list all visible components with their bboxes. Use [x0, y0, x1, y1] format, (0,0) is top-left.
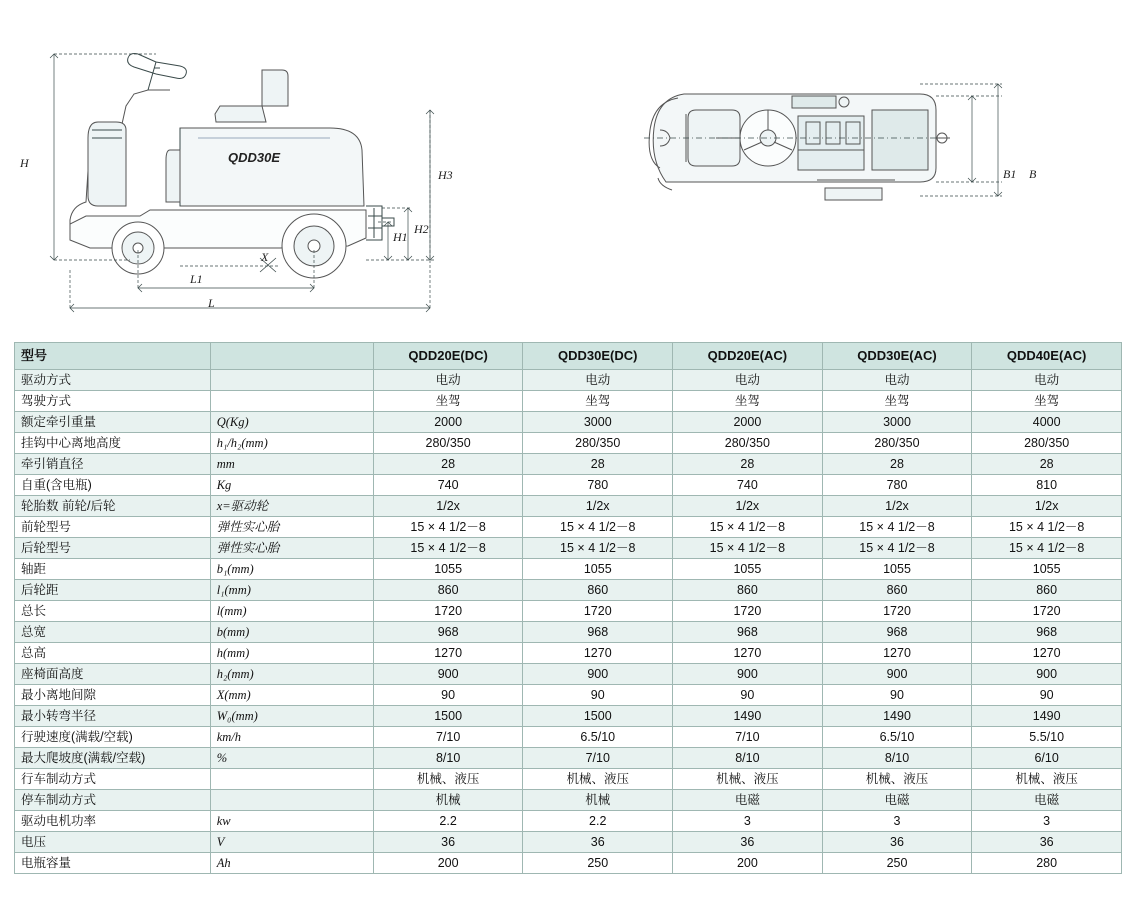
- table-row: [15, 685, 1122, 706]
- row-value: 250: [523, 853, 673, 874]
- row-value: 968: [673, 622, 823, 643]
- row-label: 行车制动方式: [15, 769, 211, 790]
- row-value: 2.2: [373, 811, 523, 832]
- row-value: 电动: [673, 370, 823, 391]
- row-value: 1490: [673, 706, 823, 727]
- row-unit: kw: [210, 811, 373, 832]
- row-value: 15 × 4 1/2－8: [523, 538, 673, 559]
- table-row: [15, 559, 1122, 580]
- row-label: 最小离地间隙: [15, 685, 211, 706]
- row-value: 280/350: [673, 433, 823, 454]
- row-label: 总长: [15, 601, 211, 622]
- row-label: 后轮距: [15, 580, 211, 601]
- header-model: 型号: [15, 343, 211, 370]
- row-value: 7/10: [673, 727, 823, 748]
- row-unit: 弹性实心胎: [210, 517, 373, 538]
- row-value: 2.2: [523, 811, 673, 832]
- row-value: 810: [972, 475, 1122, 496]
- row-label: 自重(含电瓶): [15, 475, 211, 496]
- row-value: 2000: [373, 412, 523, 433]
- row-label: 额定牵引重量: [15, 412, 211, 433]
- row-value: 860: [523, 580, 673, 601]
- row-value: 36: [523, 832, 673, 853]
- row-value: 电磁: [822, 790, 972, 811]
- row-unit: Kg: [210, 475, 373, 496]
- table-row: [15, 727, 1122, 748]
- row-value: 1055: [523, 559, 673, 580]
- row-value: 坐驾: [972, 391, 1122, 412]
- row-unit: %: [210, 748, 373, 769]
- row-value: 900: [673, 664, 823, 685]
- row-value: 电磁: [673, 790, 823, 811]
- row-value: 15 × 4 1/2－8: [822, 538, 972, 559]
- row-value: 6.5/10: [523, 727, 673, 748]
- row-value: 电磁: [972, 790, 1122, 811]
- row-label: 前轮型号: [15, 517, 211, 538]
- table-row: [15, 664, 1122, 685]
- row-label: 总宽: [15, 622, 211, 643]
- row-value: 6.5/10: [822, 727, 972, 748]
- row-value: 90: [523, 685, 673, 706]
- row-value: 1270: [373, 643, 523, 664]
- row-value: 1055: [972, 559, 1122, 580]
- row-value: 15 × 4 1/2－8: [373, 517, 523, 538]
- row-value: 机械、液压: [373, 769, 523, 790]
- row-unit: Ah: [210, 853, 373, 874]
- row-label: 最小转弯半径: [15, 706, 211, 727]
- row-value: 968: [523, 622, 673, 643]
- row-value: 1/2x: [822, 496, 972, 517]
- table-row: [15, 601, 1122, 622]
- dim-label-H: H: [20, 156, 29, 170]
- row-value: 900: [523, 664, 673, 685]
- row-value: 900: [373, 664, 523, 685]
- table-row: [15, 706, 1122, 727]
- table-row: [15, 370, 1122, 391]
- row-value: 15 × 4 1/2－8: [673, 517, 823, 538]
- row-value: 280/350: [523, 433, 673, 454]
- table-row: [15, 496, 1122, 517]
- table-row: [15, 622, 1122, 643]
- table-row: [15, 643, 1122, 664]
- row-label: 电压: [15, 832, 211, 853]
- row-value: 机械、液压: [523, 769, 673, 790]
- row-value: 968: [972, 622, 1122, 643]
- row-label: 行驶速度(满载/空载): [15, 727, 211, 748]
- row-value: 15 × 4 1/2－8: [673, 538, 823, 559]
- row-value: 机械: [373, 790, 523, 811]
- row-value: 1270: [972, 643, 1122, 664]
- row-unit: h₁/h₂(mm): [210, 433, 373, 454]
- dim-label-L1: L1: [190, 272, 203, 286]
- dim-label-X: X: [261, 250, 269, 264]
- row-value: 3: [822, 811, 972, 832]
- row-label: 轴距: [15, 559, 211, 580]
- header-col-2: QDD30E(DC): [523, 343, 673, 370]
- row-value: 1055: [373, 559, 523, 580]
- row-value: 6/10: [972, 748, 1122, 769]
- row-value: 1490: [822, 706, 972, 727]
- row-value: 1500: [373, 706, 523, 727]
- side-view-drawing: [30, 10, 450, 320]
- row-value: 28: [972, 454, 1122, 475]
- table-row: [15, 790, 1122, 811]
- row-value: 1055: [822, 559, 972, 580]
- dim-label-H1: H1: [393, 230, 408, 244]
- row-label: 最大爬坡度(满载/空载): [15, 748, 211, 769]
- row-label: 轮胎数 前轮/后轮: [15, 496, 211, 517]
- header-col-4: QDD30E(AC): [822, 343, 972, 370]
- row-value: 1720: [972, 601, 1122, 622]
- row-label: 挂钩中心离地高度: [15, 433, 211, 454]
- row-label: 停车制动方式: [15, 790, 211, 811]
- row-value: 电动: [822, 370, 972, 391]
- row-unit: Q(Kg): [210, 412, 373, 433]
- row-value: 36: [822, 832, 972, 853]
- row-value: 机械、液压: [673, 769, 823, 790]
- row-value: 4000: [972, 412, 1122, 433]
- row-value: 860: [673, 580, 823, 601]
- row-value: 1270: [673, 643, 823, 664]
- row-value: 2000: [673, 412, 823, 433]
- row-value: 90: [373, 685, 523, 706]
- header-col-1: QDD20E(DC): [373, 343, 523, 370]
- row-unit: [210, 769, 373, 790]
- row-value: 1720: [673, 601, 823, 622]
- row-value: 860: [822, 580, 972, 601]
- row-value: 8/10: [822, 748, 972, 769]
- row-value: 8/10: [373, 748, 523, 769]
- row-value: 200: [373, 853, 523, 874]
- row-value: 3: [673, 811, 823, 832]
- row-value: 3: [972, 811, 1122, 832]
- table-row: [15, 748, 1122, 769]
- row-value: 坐驾: [373, 391, 523, 412]
- row-value: 7/10: [373, 727, 523, 748]
- table-row: [15, 391, 1122, 412]
- row-label: 电瓶容量: [15, 853, 211, 874]
- table-row: [15, 832, 1122, 853]
- row-value: 1055: [673, 559, 823, 580]
- dim-label-H3: H3: [438, 168, 453, 182]
- row-value: 15 × 4 1/2－8: [822, 517, 972, 538]
- table-row: [15, 580, 1122, 601]
- row-value: 280: [972, 853, 1122, 874]
- row-value: 860: [972, 580, 1122, 601]
- row-label: 牵引销直径: [15, 454, 211, 475]
- table-row: [15, 853, 1122, 874]
- row-value: 780: [822, 475, 972, 496]
- row-unit: b(mm): [210, 622, 373, 643]
- row-unit: l₁(mm): [210, 580, 373, 601]
- table-row: [15, 412, 1122, 433]
- row-label: 总高: [15, 643, 211, 664]
- technical-drawings: [0, 0, 1135, 330]
- row-value: 8/10: [673, 748, 823, 769]
- row-value: 28: [523, 454, 673, 475]
- header-col-3: QDD20E(AC): [673, 343, 823, 370]
- row-value: 1270: [822, 643, 972, 664]
- row-value: 15 × 4 1/2－8: [972, 538, 1122, 559]
- row-value: 1/2x: [373, 496, 523, 517]
- row-value: 90: [972, 685, 1122, 706]
- row-label: 驾驶方式: [15, 391, 211, 412]
- row-value: 740: [373, 475, 523, 496]
- row-value: 1/2x: [673, 496, 823, 517]
- row-value: 968: [373, 622, 523, 643]
- row-value: 36: [373, 832, 523, 853]
- row-value: 3000: [523, 412, 673, 433]
- row-value: 28: [673, 454, 823, 475]
- row-value: 250: [822, 853, 972, 874]
- row-value: 7/10: [523, 748, 673, 769]
- row-unit: km/h: [210, 727, 373, 748]
- row-unit: [210, 370, 373, 391]
- row-value: 15 × 4 1/2－8: [373, 538, 523, 559]
- dim-label-L: L: [208, 296, 215, 310]
- table-row: [15, 811, 1122, 832]
- row-value: 780: [523, 475, 673, 496]
- row-value: 280/350: [822, 433, 972, 454]
- row-value: 200: [673, 853, 823, 874]
- row-unit: h₂(mm): [210, 664, 373, 685]
- row-unit: [210, 790, 373, 811]
- row-value: 1/2x: [972, 496, 1122, 517]
- row-label: 后轮型号: [15, 538, 211, 559]
- row-value: 坐驾: [673, 391, 823, 412]
- row-value: 机械: [523, 790, 673, 811]
- row-value: 90: [822, 685, 972, 706]
- row-unit: [210, 391, 373, 412]
- dim-label-B: B: [1029, 167, 1037, 181]
- row-value: 1490: [972, 706, 1122, 727]
- row-unit: mm: [210, 454, 373, 475]
- row-value: 15 × 4 1/2－8: [972, 517, 1122, 538]
- dim-label-H2: H2: [414, 222, 429, 236]
- table-row: [15, 454, 1122, 475]
- row-value: 3000: [822, 412, 972, 433]
- table-row: [15, 769, 1122, 790]
- row-value: 740: [673, 475, 823, 496]
- row-value: 15 × 4 1/2－8: [523, 517, 673, 538]
- row-value: 90: [673, 685, 823, 706]
- header-col-5: QDD40E(AC): [972, 343, 1122, 370]
- row-value: 36: [673, 832, 823, 853]
- row-value: 36: [972, 832, 1122, 853]
- row-value: 机械、液压: [822, 769, 972, 790]
- row-label: 驱动电机功率: [15, 811, 211, 832]
- row-value: 1720: [822, 601, 972, 622]
- row-value: 电动: [972, 370, 1122, 391]
- row-value: 900: [822, 664, 972, 685]
- top-view-drawing: [620, 10, 1040, 290]
- row-value: 1/2x: [523, 496, 673, 517]
- model-decal: QDD30E: [228, 150, 281, 165]
- table-row: [15, 475, 1122, 496]
- row-value: 1500: [523, 706, 673, 727]
- specification-table-wrapper: [14, 342, 1122, 874]
- header-unit: [210, 343, 373, 370]
- row-value: 968: [822, 622, 972, 643]
- row-value: 机械、液压: [972, 769, 1122, 790]
- table-body: [15, 370, 1122, 874]
- row-value: 电动: [373, 370, 523, 391]
- row-unit: V: [210, 832, 373, 853]
- row-unit: l(mm): [210, 601, 373, 622]
- row-value: 280/350: [373, 433, 523, 454]
- table-row: [15, 538, 1122, 559]
- row-label: 座椅面高度: [15, 664, 211, 685]
- specification-table: [14, 342, 1122, 874]
- row-unit: h(mm): [210, 643, 373, 664]
- row-label: 驱动方式: [15, 370, 211, 391]
- table-row: [15, 433, 1122, 454]
- row-value: 电动: [523, 370, 673, 391]
- row-value: 860: [373, 580, 523, 601]
- row-unit: b₁(mm): [210, 559, 373, 580]
- table-header-row: [15, 343, 1122, 370]
- row-value: 900: [972, 664, 1122, 685]
- row-value: 1720: [373, 601, 523, 622]
- row-value: 280/350: [972, 433, 1122, 454]
- row-value: 5.5/10: [972, 727, 1122, 748]
- row-value: 1720: [523, 601, 673, 622]
- row-value: 28: [822, 454, 972, 475]
- row-unit: X(mm): [210, 685, 373, 706]
- row-value: 28: [373, 454, 523, 475]
- row-unit: W₀(mm): [210, 706, 373, 727]
- row-unit: x=驱动轮: [210, 496, 373, 517]
- row-value: 坐驾: [523, 391, 673, 412]
- row-unit: 弹性实心胎: [210, 538, 373, 559]
- dim-label-B1: B1: [1003, 167, 1017, 181]
- row-value: 1270: [523, 643, 673, 664]
- table-row: [15, 517, 1122, 538]
- row-value: 坐驾: [822, 391, 972, 412]
